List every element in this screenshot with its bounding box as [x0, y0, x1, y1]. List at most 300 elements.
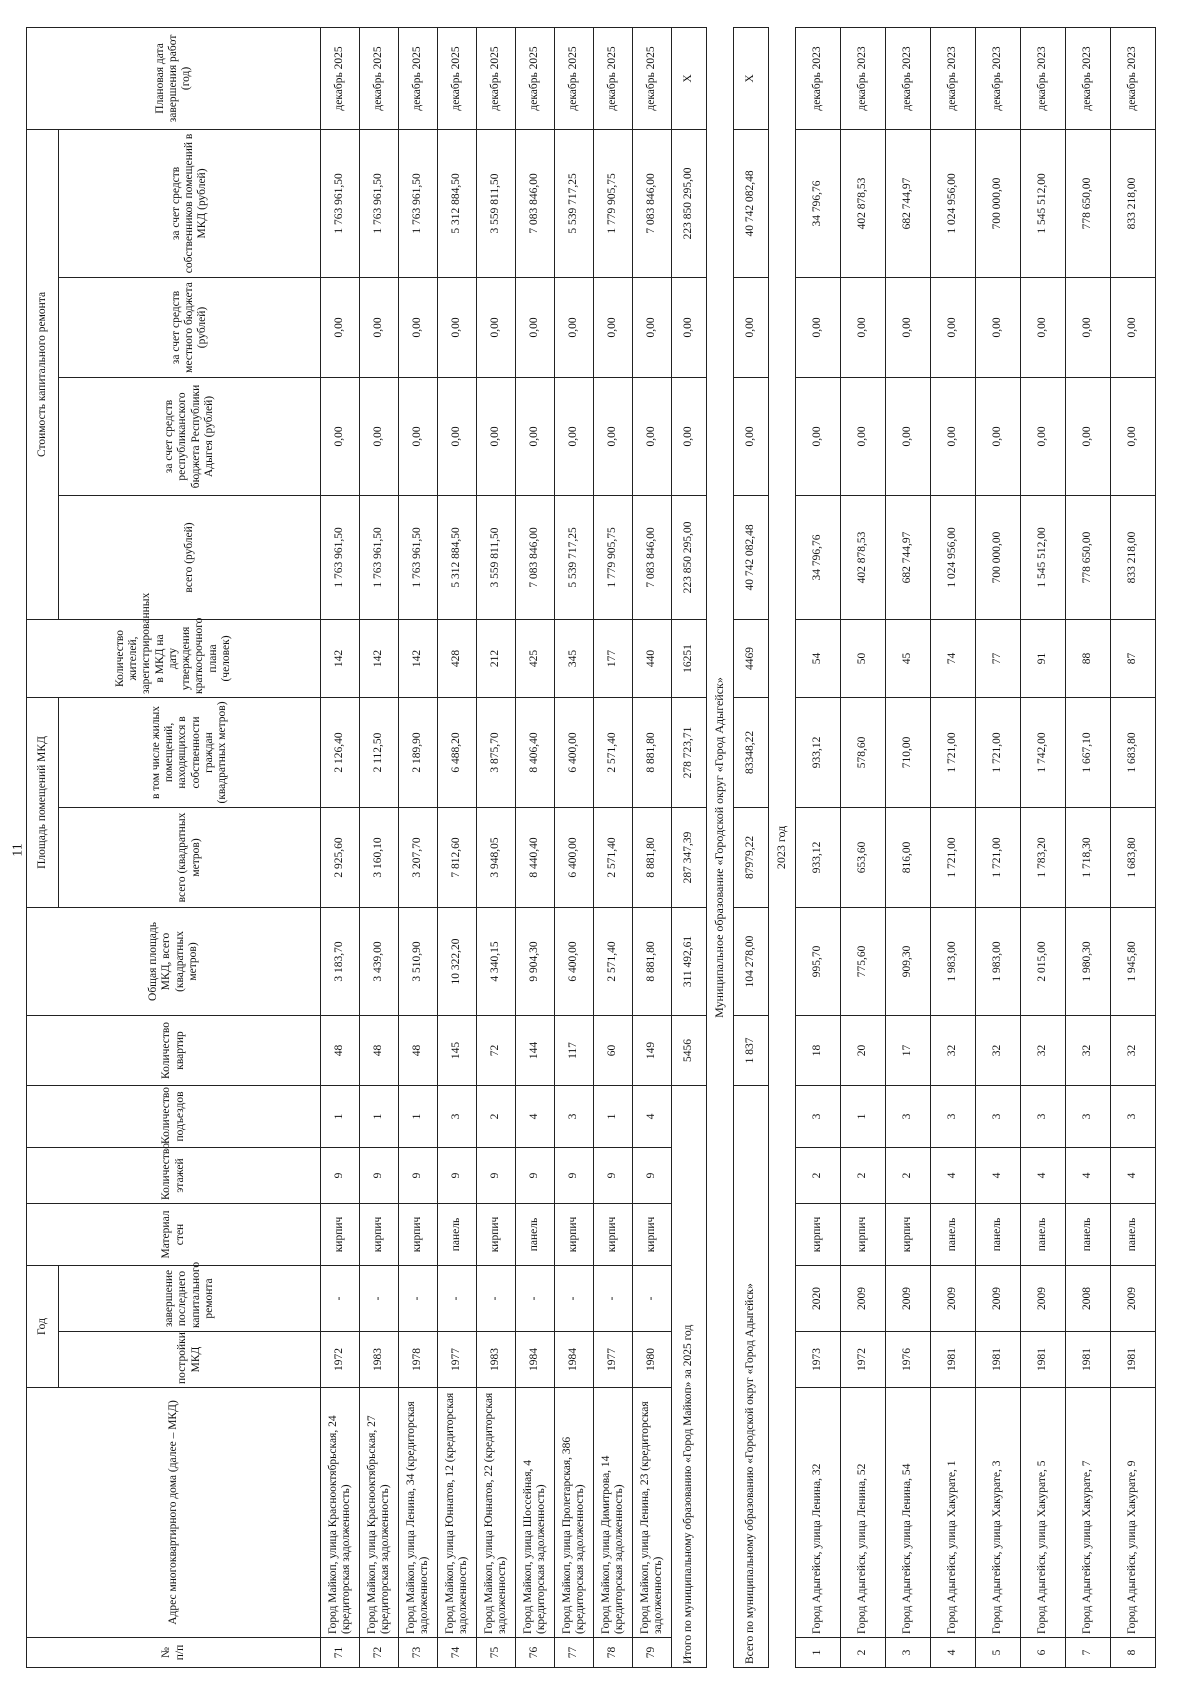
cell-addr: Город Майкоп, улица Юннатов, 22 (кредиторская задолженность): [477, 1388, 516, 1638]
total-area: 104 278,00: [734, 907, 769, 1015]
cell-ptotal: 1 783,20: [1021, 807, 1066, 907]
header-cost-republic: за счет средств республиканского бюджета Республики Адыгея (рублей): [59, 377, 321, 495]
cell-area: 6 400,00: [555, 907, 594, 1015]
cell-built: 1980: [633, 1332, 672, 1388]
cell-ctotal: 1 545 512,00: [1021, 495, 1066, 619]
cell-floors: 9: [321, 1147, 360, 1203]
cell-ent: 1: [360, 1085, 399, 1147]
section-heading-text: Муниципальное образование «Городской округ «Город Адыгейск»: [707, 27, 734, 1667]
cell-cown: 34 796,76: [796, 129, 841, 277]
cell-rep: -: [438, 1265, 477, 1331]
cell-rep: 2009: [841, 1265, 886, 1331]
total-ctotal: 40 742 082,48: [734, 495, 769, 619]
cell-cown: 1 763 961,50: [399, 129, 438, 277]
cell-crep: 0,00: [555, 377, 594, 495]
cell-built: 1977: [438, 1332, 477, 1388]
cell-ctotal: 833 218,00: [1111, 495, 1156, 619]
cell-area: 3 439,00: [360, 907, 399, 1015]
cell-res: 142: [321, 619, 360, 697]
total-area: 311 492,61: [672, 907, 707, 1015]
cell-rep: 2009: [886, 1265, 931, 1331]
cell-built: 1981: [1066, 1332, 1111, 1388]
total-apt: 1 837: [734, 1015, 769, 1085]
cell-addr: Город Майкоп, улица Ленина, 34 (кредиторская задолженность): [399, 1388, 438, 1638]
cell-n: 73: [399, 1638, 438, 1668]
cell-ctotal: 34 796,76: [796, 495, 841, 619]
cell-pcit: 2 126,40: [321, 697, 360, 807]
cell-built: 1981: [976, 1332, 1021, 1388]
total-ctotal: 223 850 295,00: [672, 495, 707, 619]
table-row: [1111, 27, 1156, 1667]
cell-ent: 3: [1021, 1085, 1066, 1147]
header-premises-total: всего (квадратных метров): [59, 807, 321, 907]
cell-area: 1 983,00: [931, 907, 976, 1015]
cell-apt: 18: [796, 1015, 841, 1085]
total-cloc: 0,00: [734, 277, 769, 377]
cell-floors: 4: [1066, 1147, 1111, 1203]
cell-ent: 3: [1111, 1085, 1156, 1147]
cell-rep: -: [360, 1265, 399, 1331]
cell-ent: 3: [438, 1085, 477, 1147]
cell-cloc: 0,00: [1111, 277, 1156, 377]
cell-area: 775,60: [841, 907, 886, 1015]
cell-ptotal: 3 948,05: [477, 807, 516, 907]
cell-wall: панель: [438, 1203, 477, 1265]
cell-res: 91: [1021, 619, 1066, 697]
cell-ptotal: 1 721,00: [931, 807, 976, 907]
cell-ptotal: 2 571,40: [594, 807, 633, 907]
cell-n: 2: [841, 1638, 886, 1668]
total-label: Итого по муниципальному образованию «Город Майкоп» за 2025 год: [672, 1085, 707, 1667]
cell-crep: 0,00: [886, 377, 931, 495]
cell-wall: кирпич: [594, 1203, 633, 1265]
cell-cown: 1 024 956,00: [931, 129, 976, 277]
cell-ctotal: 3 559 811,50: [477, 495, 516, 619]
cell-crep: 0,00: [796, 377, 841, 495]
cell-date: декабрь 2025: [360, 27, 399, 129]
cell-n: 79: [633, 1638, 672, 1668]
cell-addr: Город Адыгейск, улица Хакурате, 1: [931, 1388, 976, 1638]
cell-wall: кирпич: [399, 1203, 438, 1265]
cell-date: декабрь 2025: [399, 27, 438, 129]
cell-ctotal: 1 779 905,75: [594, 495, 633, 619]
section-heading: [707, 27, 734, 1667]
cell-floors: 9: [477, 1147, 516, 1203]
total-label: Всего по муниципальному образованию «Городской округ «Город Адыгейск»: [734, 1085, 769, 1667]
cell-pcit: 6 400,00: [555, 697, 594, 807]
cell-apt: 20: [841, 1015, 886, 1085]
cell-area: 2 571,40: [594, 907, 633, 1015]
cell-cown: 1 545 512,00: [1021, 129, 1066, 277]
cell-date: декабрь 2023: [1066, 27, 1111, 129]
total-cloc: 0,00: [672, 277, 707, 377]
cell-ptotal: 816,00: [886, 807, 931, 907]
cell-res: 142: [360, 619, 399, 697]
cell-ent: 3: [931, 1085, 976, 1147]
cell-cown: 700 000,00: [976, 129, 1021, 277]
cell-apt: 17: [886, 1015, 931, 1085]
header-year-built: постройки МКД: [59, 1332, 321, 1388]
cell-cown: 5 539 717,25: [555, 129, 594, 277]
cell-rep: 2009: [1111, 1265, 1156, 1331]
cell-cown: 1 763 961,50: [321, 129, 360, 277]
cell-cloc: 0,00: [477, 277, 516, 377]
cell-ent: 2: [477, 1085, 516, 1147]
cell-apt: 48: [321, 1015, 360, 1085]
total-apt: 5456: [672, 1015, 707, 1085]
cell-date: декабрь 2023: [886, 27, 931, 129]
cell-area: 1 945,80: [1111, 907, 1156, 1015]
total-pcit: 278 723,71: [672, 697, 707, 807]
cell-rep: -: [516, 1265, 555, 1331]
table-row: [796, 27, 841, 1667]
cell-res: 425: [516, 619, 555, 697]
cell-n: 3: [886, 1638, 931, 1668]
cell-res: 212: [477, 619, 516, 697]
cell-ptotal: 1 721,00: [976, 807, 1021, 907]
cell-area: 3 183,70: [321, 907, 360, 1015]
cell-res: 177: [594, 619, 633, 697]
cell-cown: 833 218,00: [1111, 129, 1156, 277]
cell-area: 1 983,00: [976, 907, 1021, 1015]
cell-n: 74: [438, 1638, 477, 1668]
total-row: [734, 27, 769, 1667]
cell-res: 74: [931, 619, 976, 697]
cell-floors: 9: [555, 1147, 594, 1203]
cell-cloc: 0,00: [555, 277, 594, 377]
cell-wall: панель: [1021, 1203, 1066, 1265]
cell-area: 909,30: [886, 907, 931, 1015]
header-floors: Количество этажей: [27, 1147, 321, 1203]
cell-addr: Город Майкоп, улица Димитрова, 14 (кредиторская задолженность): [594, 1388, 633, 1638]
cell-cloc: 0,00: [1066, 277, 1111, 377]
header-entrances: Количество подъездов: [27, 1085, 321, 1147]
header-residents: Количество жителей, зарегистрированных в МКД на дату утверждения краткосрочного плана (человек): [27, 619, 321, 697]
cell-floors: 4: [1021, 1147, 1066, 1203]
cell-apt: 60: [594, 1015, 633, 1085]
cell-pcit: 2 189,90: [399, 697, 438, 807]
cell-cown: 1 779 905,75: [594, 129, 633, 277]
header-premises-area: Площадь помещений МКД: [27, 697, 59, 907]
cell-date: декабрь 2023: [1021, 27, 1066, 129]
cell-wall: кирпич: [555, 1203, 594, 1265]
cell-rep: -: [477, 1265, 516, 1331]
cell-apt: 145: [438, 1015, 477, 1085]
cell-cloc: 0,00: [976, 277, 1021, 377]
cell-addr: Город Адыгейск, улица Ленина, 52: [841, 1388, 886, 1638]
cell-wall: панель: [1066, 1203, 1111, 1265]
cell-cown: 402 878,53: [841, 129, 886, 277]
cell-ptotal: 6 400,00: [555, 807, 594, 907]
cell-n: 6: [1021, 1638, 1066, 1668]
year-heading: [769, 27, 796, 1667]
cell-addr: Город Адыгейск, улица Хакурате, 5: [1021, 1388, 1066, 1638]
cell-area: 10 322,20: [438, 907, 477, 1015]
cell-n: 1: [796, 1638, 841, 1668]
cell-n: 4: [931, 1638, 976, 1668]
cell-crep: 0,00: [633, 377, 672, 495]
cell-cloc: 0,00: [399, 277, 438, 377]
cell-crep: 0,00: [477, 377, 516, 495]
cell-floors: 4: [931, 1147, 976, 1203]
header-num: № п/п: [27, 1638, 321, 1668]
cell-built: 1984: [516, 1332, 555, 1388]
cell-crep: 0,00: [399, 377, 438, 495]
cell-built: 1981: [1021, 1332, 1066, 1388]
total-crep: 0,00: [672, 377, 707, 495]
cell-pcit: 710,00: [886, 697, 931, 807]
cell-floors: 9: [633, 1147, 672, 1203]
cell-cloc: 0,00: [633, 277, 672, 377]
cell-area: 3 510,90: [399, 907, 438, 1015]
cell-area: 4 340,15: [477, 907, 516, 1015]
cell-ctotal: 700 000,00: [976, 495, 1021, 619]
header-year-last-repair: завершение последнего капитального ремонта: [59, 1265, 321, 1331]
header-total-area: Общая площадь МКД, всего (квадратных метров): [27, 907, 321, 1015]
cell-rep: -: [399, 1265, 438, 1331]
cell-wall: панель: [931, 1203, 976, 1265]
cell-rep: -: [594, 1265, 633, 1331]
cell-wall: кирпич: [796, 1203, 841, 1265]
cell-ent: 4: [516, 1085, 555, 1147]
cell-ptotal: 1 718,30: [1066, 807, 1111, 907]
cell-pcit: 6 488,20: [438, 697, 477, 807]
cell-ctotal: 778 650,00: [1066, 495, 1111, 619]
cell-addr: Город Адыгейск, улица Хакурате, 9: [1111, 1388, 1156, 1638]
cell-crep: 0,00: [1021, 377, 1066, 495]
cell-res: 428: [438, 619, 477, 697]
cell-rep: 2008: [1066, 1265, 1111, 1331]
cell-floors: 9: [438, 1147, 477, 1203]
cell-ptotal: 3 160,10: [360, 807, 399, 907]
cell-res: 45: [886, 619, 931, 697]
cell-ptotal: 1 683,80: [1111, 807, 1156, 907]
cell-cloc: 0,00: [841, 277, 886, 377]
cell-area: 995,70: [796, 907, 841, 1015]
total-res: 4469: [734, 619, 769, 697]
cell-date: декабрь 2023: [1111, 27, 1156, 129]
cell-res: 87: [1111, 619, 1156, 697]
cell-date: декабрь 2023: [976, 27, 1021, 129]
cell-n: 76: [516, 1638, 555, 1668]
cell-ptotal: 653,60: [841, 807, 886, 907]
cell-ctotal: 1 763 961,50: [399, 495, 438, 619]
cell-ent: 1: [594, 1085, 633, 1147]
total-ptotal: 287 347,39: [672, 807, 707, 907]
cell-crep: 0,00: [976, 377, 1021, 495]
cell-floors: 2: [796, 1147, 841, 1203]
cell-ctotal: 7 083 846,00: [633, 495, 672, 619]
cell-wall: кирпич: [886, 1203, 931, 1265]
cell-area: 2 015,00: [1021, 907, 1066, 1015]
cell-ent: 1: [399, 1085, 438, 1147]
table-row: [931, 27, 976, 1667]
cell-wall: кирпич: [633, 1203, 672, 1265]
cell-ent: 3: [886, 1085, 931, 1147]
cell-cloc: 0,00: [516, 277, 555, 377]
cell-n: 75: [477, 1638, 516, 1668]
header-cost: Стоимость капитального ремонта: [27, 129, 59, 619]
cell-crep: 0,00: [1066, 377, 1111, 495]
cell-cloc: 0,00: [438, 277, 477, 377]
header-address: Адрес многоквартирного дома (далее – МКД): [27, 1388, 321, 1638]
table-row: [477, 27, 516, 1667]
cell-apt: 149: [633, 1015, 672, 1085]
cell-addr: Город Майкоп, улица Краснооктябрьская, 24 (кредиторская задолженность): [321, 1388, 360, 1638]
cell-ctotal: 5 539 717,25: [555, 495, 594, 619]
cell-wall: кирпич: [360, 1203, 399, 1265]
cell-ent: 1: [321, 1085, 360, 1147]
cell-rep: -: [633, 1265, 672, 1331]
cell-ptotal: 3 207,70: [399, 807, 438, 907]
table-row: [633, 27, 672, 1667]
cell-floors: 4: [976, 1147, 1021, 1203]
cell-crep: 0,00: [321, 377, 360, 495]
cell-ptotal: 2 925,60: [321, 807, 360, 907]
cell-floors: 9: [360, 1147, 399, 1203]
cell-n: 72: [360, 1638, 399, 1668]
cell-wall: кирпич: [477, 1203, 516, 1265]
cell-n: 71: [321, 1638, 360, 1668]
cell-cloc: 0,00: [594, 277, 633, 377]
cell-wall: панель: [1111, 1203, 1156, 1265]
cell-n: 8: [1111, 1638, 1156, 1668]
cell-cloc: 0,00: [360, 277, 399, 377]
cell-ent: 3: [1066, 1085, 1111, 1147]
cell-ctotal: 1 024 956,00: [931, 495, 976, 619]
cell-date: декабрь 2023: [796, 27, 841, 129]
cell-floors: 9: [399, 1147, 438, 1203]
header-year: Год: [27, 1265, 59, 1387]
cell-date: декабрь 2025: [321, 27, 360, 129]
cell-rep: -: [555, 1265, 594, 1331]
cell-apt: 48: [399, 1015, 438, 1085]
cell-built: 1984: [555, 1332, 594, 1388]
cell-cown: 682 744,97: [886, 129, 931, 277]
cell-apt: 72: [477, 1015, 516, 1085]
cell-n: 78: [594, 1638, 633, 1668]
cell-date: декабрь 2025: [594, 27, 633, 129]
cell-wall: кирпич: [321, 1203, 360, 1265]
total-date: Х: [672, 27, 707, 129]
cell-pcit: 3 875,70: [477, 697, 516, 807]
header-wall: Материал стен: [27, 1203, 321, 1265]
cell-apt: 32: [1111, 1015, 1156, 1085]
cell-date: декабрь 2023: [931, 27, 976, 129]
table-row: [399, 27, 438, 1667]
cell-built: 1981: [1111, 1332, 1156, 1388]
cell-rep: 2009: [1021, 1265, 1066, 1331]
cell-apt: 32: [976, 1015, 1021, 1085]
cell-n: 5: [976, 1638, 1021, 1668]
cell-rep: 2020: [796, 1265, 841, 1331]
cell-pcit: 2 571,40: [594, 697, 633, 807]
header-cost-owners: за счет средств собственников помещений в МКД (рублей): [59, 129, 321, 277]
cell-ptotal: 933,12: [796, 807, 841, 907]
cell-res: 440: [633, 619, 672, 697]
cell-ctotal: 1 763 961,50: [321, 495, 360, 619]
cell-pcit: 1 667,10: [1066, 697, 1111, 807]
cell-wall: панель: [976, 1203, 1021, 1265]
total-row: [672, 27, 707, 1667]
total-res: 16251: [672, 619, 707, 697]
cell-pcit: 8 881,80: [633, 697, 672, 807]
year-heading-text: 2023 год: [769, 27, 796, 1667]
table-row: [321, 27, 360, 1667]
cell-cown: 778 650,00: [1066, 129, 1111, 277]
cell-date: декабрь 2025: [477, 27, 516, 129]
rotated-document: [26, 28, 1174, 1668]
table-row: [516, 27, 555, 1667]
cell-crep: 0,00: [594, 377, 633, 495]
cell-res: 88: [1066, 619, 1111, 697]
cell-floors: 9: [594, 1147, 633, 1203]
cell-cloc: 0,00: [796, 277, 841, 377]
table-row: [1066, 27, 1111, 1667]
cell-area: 1 980,30: [1066, 907, 1111, 1015]
total-cown: 40 742 082,48: [734, 129, 769, 277]
cell-date: декабрь 2025: [633, 27, 672, 129]
header-cost-local: за счет средств местного бюджета (рублей): [59, 277, 321, 377]
cell-built: 1983: [360, 1332, 399, 1388]
cell-built: 1977: [594, 1332, 633, 1388]
cell-addr: Город Адыгейск, улица Ленина, 32: [796, 1388, 841, 1638]
cell-crep: 0,00: [841, 377, 886, 495]
cell-built: 1972: [841, 1332, 886, 1388]
total-ptotal: 87979,22: [734, 807, 769, 907]
cell-cloc: 0,00: [321, 277, 360, 377]
cell-addr: Город Майкоп, улица Краснооктябрьская, 27 (кредиторская задолженность): [360, 1388, 399, 1638]
cell-res: 54: [796, 619, 841, 697]
table-row: [438, 27, 477, 1667]
header-premises-citizens: в том числе жилых помещений, находящихся в собственности граждан (квадратных метров): [59, 697, 321, 807]
cell-addr: Город Адыгейск, улица Хакурате, 3: [976, 1388, 1021, 1638]
cell-floors: 2: [886, 1147, 931, 1203]
cell-cown: 3 559 811,50: [477, 129, 516, 277]
table-row: [1021, 27, 1066, 1667]
cell-apt: 48: [360, 1015, 399, 1085]
header-apartments: Количество квартир: [27, 1015, 321, 1085]
cell-ctotal: 682 744,97: [886, 495, 931, 619]
header-cost-total: всего (рублей): [59, 495, 321, 619]
cell-ctotal: 5 312 884,50: [438, 495, 477, 619]
cell-cloc: 0,00: [886, 277, 931, 377]
cell-cloc: 0,00: [1021, 277, 1066, 377]
cell-rep: 2009: [976, 1265, 1021, 1331]
cell-pcit: 1 742,00: [1021, 697, 1066, 807]
cell-crep: 0,00: [360, 377, 399, 495]
cell-res: 77: [976, 619, 1021, 697]
cell-ptotal: 7 812,60: [438, 807, 477, 907]
cell-rep: -: [321, 1265, 360, 1331]
cell-pcit: 8 406,40: [516, 697, 555, 807]
cell-cown: 7 083 846,00: [633, 129, 672, 277]
cell-floors: 4: [1111, 1147, 1156, 1203]
cell-crep: 0,00: [516, 377, 555, 495]
cell-wall: панель: [516, 1203, 555, 1265]
cell-date: декабрь 2025: [438, 27, 477, 129]
total-pcit: 83348,22: [734, 697, 769, 807]
cell-cown: 1 763 961,50: [360, 129, 399, 277]
table-row: [360, 27, 399, 1667]
cell-pcit: 1 683,80: [1111, 697, 1156, 807]
cell-addr: Город Майкоп, улица Шоссейная, 4 (кредиторская задолженность): [516, 1388, 555, 1638]
cell-built: 1978: [399, 1332, 438, 1388]
cell-apt: 117: [555, 1015, 594, 1085]
cell-cown: 5 312 884,50: [438, 129, 477, 277]
cell-cloc: 0,00: [931, 277, 976, 377]
total-cown: 223 850 295,00: [672, 129, 707, 277]
